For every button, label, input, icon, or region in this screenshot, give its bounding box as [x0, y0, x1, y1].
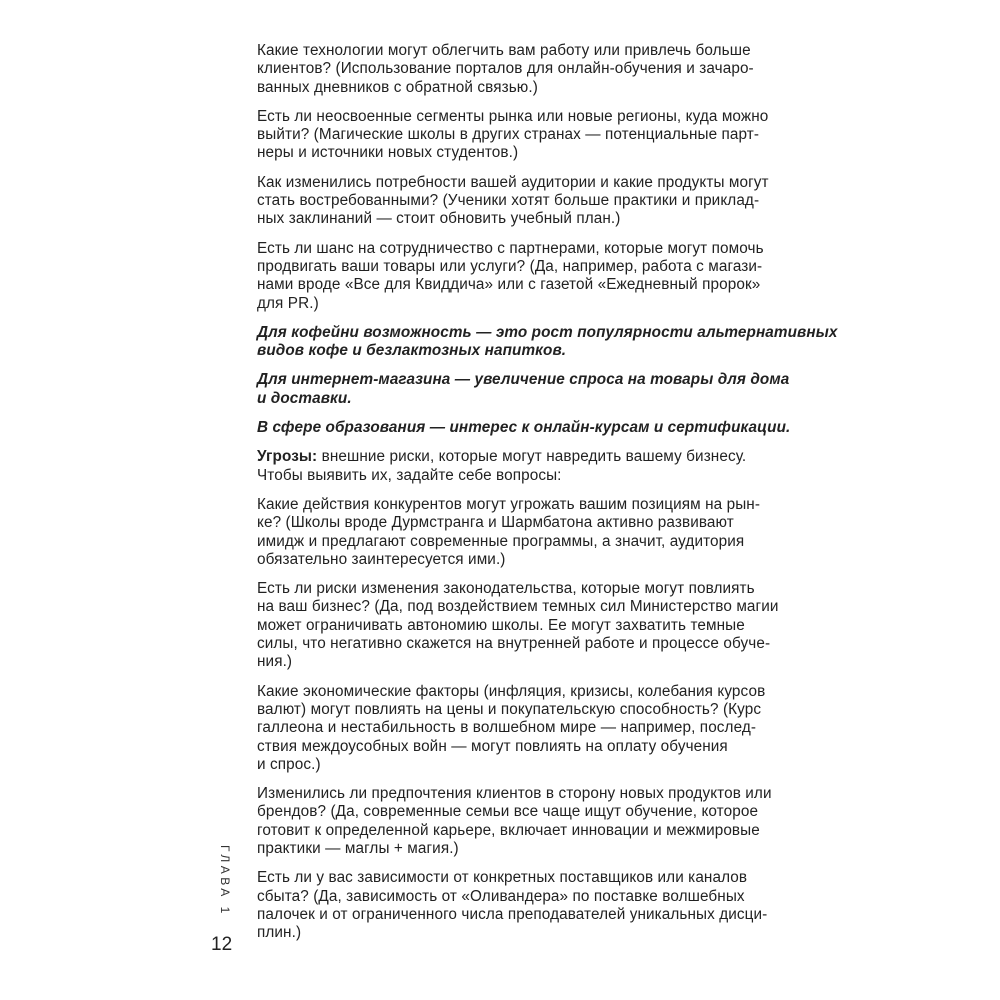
paragraph-line: видов кофе и безлактозных напитков.: [257, 342, 567, 360]
paragraph-line: валют) могут повлиять на цены и покупательскую способность? (Курс: [257, 700, 762, 718]
italic-paragraph: [257, 371, 797, 408]
paragraph: [257, 580, 797, 671]
paragraph-line: Как изменились потребности вашей аудитории и какие продукты могут: [257, 173, 769, 191]
paragraph-line: плин.): [257, 924, 302, 942]
paragraph-line: и спрос.): [257, 755, 321, 773]
threats-paragraph: [257, 448, 797, 485]
paragraph-line: нами вроде «Все для Квиддича» или с газетой «Ежедневный пророк»: [257, 276, 761, 294]
paragraph-line: практики — маглы + магия.): [257, 839, 459, 857]
paragraph-line: В сфере образования — интерес к онлайн-курсам и сертификации.: [257, 419, 791, 437]
paragraph-line: продвигать ваши товары или услуги? (Да, например, работа с магази-: [257, 257, 763, 275]
paragraph-line: ния.): [257, 653, 293, 671]
chapter-label: ГЛАВА 1: [218, 845, 232, 917]
paragraph-line: Есть ли риски изменения законодательства, которые могут повлиять: [257, 580, 755, 598]
paragraph-line: брендов? (Да, современные семьи все чаще ищут обучение, которое: [257, 803, 759, 821]
paragraph-line: Какие действия конкурентов могут угрожать вашим позициям на рын-: [257, 495, 761, 513]
paragraph-line: Какие технологии могут облегчить вам работу или привлечь больше: [257, 42, 751, 59]
paragraph-line: готовит к определенной карьере, включает инновации и межмировые: [257, 821, 760, 839]
paragraph: [257, 174, 797, 229]
paragraph: [257, 869, 797, 942]
paragraph-line: ке? (Школы вроде Дурмстранга и Шармбатона активно развивают: [257, 514, 734, 532]
paragraph-line: выйти? (Магические школы в других странах — потенциальные парт-: [257, 126, 760, 144]
paragraph-line: ванных дневников с обратной связью.): [257, 78, 538, 96]
threats-label: Угрозы:: [257, 448, 318, 466]
paragraph-line: Есть ли у вас зависимости от конкретных поставщиков или каналов: [257, 869, 748, 887]
paragraph-line: палочек и от ограниченного числа преподавателей уникальных дисци-: [257, 905, 768, 923]
italic-paragraph: [257, 323, 838, 361]
threats-intro-text: внешние риски, которые могут навредить вашему бизнесу.: [317, 448, 747, 466]
paragraph-line: Чтобы выявить их, задайте себе вопросы:: [257, 466, 562, 484]
paragraph-line: на ваш бизнес? (Да, под воздействием темных сил Министерство магии: [257, 598, 779, 616]
paragraph-line: Есть ли шанс на сотрудничество с партнерами, которые могут помочь: [257, 239, 764, 257]
paragraph-line: Изменились ли предпочтения клиентов в сторону новых продуктов или: [257, 785, 772, 803]
paragraph: [257, 496, 797, 569]
paragraph-line: ных заклинаний — стоит обновить учебный план.): [257, 210, 621, 228]
body-text: [257, 42, 838, 953]
paragraph-line: сбыта? (Да, зависимость от «Оливандера» по поставке волшебных: [257, 887, 745, 905]
paragraph-line: Для интернет-магазина — увеличение спроса на товары для дома: [257, 371, 790, 389]
italic-paragraph: [257, 419, 797, 437]
page-number: 12: [211, 934, 233, 955]
paragraph-line: галлеона и нестабильность в волшебном мире — например, послед-: [257, 719, 757, 737]
paragraph-line: стать востребованными? (Ученики хотят больше практики и приклад-: [257, 192, 760, 210]
paragraph: [257, 785, 797, 858]
paragraph-line: Есть ли неосвоенные сегменты рынка или новые регионы, куда можно: [257, 107, 769, 125]
paragraph-line: Какие экономические факторы (инфляция, кризисы, колебания курсов: [257, 682, 766, 700]
paragraph: [257, 240, 797, 313]
paragraph-line: силы, что негативно скажется на внутренней работе и процессе обуче-: [257, 635, 771, 653]
paragraph: [257, 683, 797, 774]
paragraph-line: может ограничивать автономию школы. Ее могут захватить темные: [257, 616, 745, 634]
paragraph-line: Для кофейни возможность — это рост популярности альтернативных: [257, 323, 838, 341]
paragraph-line: [257, 448, 797, 466]
paragraph-line: имидж и предлагают современные программы, а значит, аудитория: [257, 532, 745, 550]
paragraph: [257, 108, 797, 163]
paragraph-line: клиентов? (Использование порталов для онлайн-обучения и зачаро-: [257, 60, 754, 78]
paragraph: [257, 42, 797, 97]
paragraph-line: для PR.): [257, 294, 319, 312]
paragraph-line: и доставки.: [257, 389, 352, 407]
paragraph-line: обязательно заинтересуется ими.): [257, 550, 506, 568]
paragraph-line: неры и источники новых студентов.): [257, 144, 519, 162]
paragraph-line: ствия междоусобных войн — могут повлиять на оплату обучения: [257, 737, 728, 755]
